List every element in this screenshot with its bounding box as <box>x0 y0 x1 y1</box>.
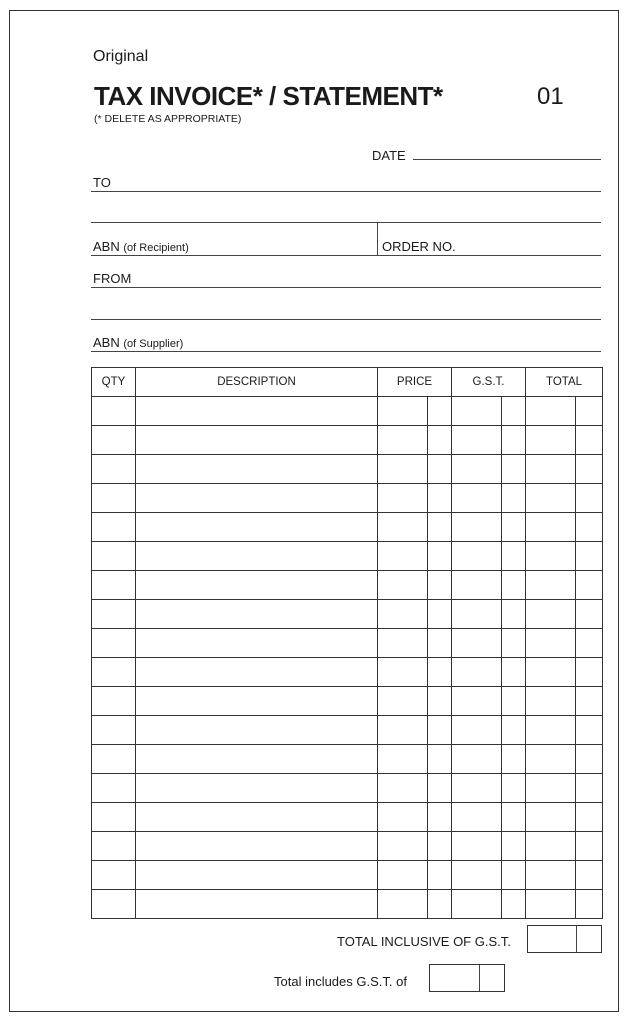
qty-cell[interactable] <box>92 832 136 861</box>
total-inclusive-label: TOTAL INCLUSIVE OF G.S.T. <box>337 934 511 949</box>
price-dollars-cell[interactable] <box>378 687 428 716</box>
total-dollars-cell[interactable] <box>526 658 576 687</box>
table-row <box>92 629 603 658</box>
price-cents-cell[interactable] <box>428 600 452 629</box>
form-title: TAX INVOICE* / STATEMENT* <box>94 81 443 111</box>
total-dollars-cell[interactable] <box>526 774 576 803</box>
table-row <box>92 397 603 426</box>
price-cents-cell[interactable] <box>428 658 452 687</box>
price-cents-cell[interactable] <box>428 571 452 600</box>
price-dollars-cell[interactable] <box>378 832 428 861</box>
price-cents-cell[interactable] <box>428 484 452 513</box>
total-dollars-cell[interactable] <box>526 397 576 426</box>
table-row <box>92 426 603 455</box>
price-cents-cell[interactable] <box>428 513 452 542</box>
qty-cell[interactable] <box>92 600 136 629</box>
description-cell[interactable] <box>136 745 378 774</box>
gst-dollars-cell[interactable] <box>452 658 502 687</box>
total-dollars-cell[interactable] <box>526 861 576 890</box>
price-cents-cell[interactable] <box>428 803 452 832</box>
qty-cell[interactable] <box>92 716 136 745</box>
price-dollars-cell[interactable] <box>378 397 428 426</box>
total-cents-cell[interactable] <box>576 832 603 861</box>
price-dollars-cell[interactable] <box>378 571 428 600</box>
price-dollars-cell[interactable] <box>378 658 428 687</box>
from-field-line-2[interactable] <box>91 319 601 320</box>
description-cell[interactable] <box>136 397 378 426</box>
table-row <box>92 716 603 745</box>
total-cents-cell[interactable] <box>576 571 603 600</box>
price-dollars-cell[interactable] <box>378 890 428 919</box>
invoice-sheet <box>9 10 619 1012</box>
gst-dollars-cell[interactable] <box>452 890 502 919</box>
total-cents-cell[interactable] <box>576 803 603 832</box>
table-row <box>92 774 603 803</box>
total-cents-cell[interactable] <box>576 542 603 571</box>
qty-cell[interactable] <box>92 455 136 484</box>
description-cell[interactable] <box>136 513 378 542</box>
table-row <box>92 484 603 513</box>
qty-header: QTY <box>92 368 136 397</box>
description-header: DESCRIPTION <box>136 368 378 397</box>
qty-cell[interactable] <box>92 571 136 600</box>
gst-cents-cell[interactable] <box>502 513 526 542</box>
price-dollars-cell[interactable] <box>378 861 428 890</box>
total-dollars-cell[interactable] <box>526 571 576 600</box>
table-row <box>92 513 603 542</box>
description-cell[interactable] <box>136 542 378 571</box>
gst-included-cents-divider <box>479 965 480 991</box>
table-row <box>92 832 603 861</box>
description-cell[interactable] <box>136 890 378 919</box>
description-cell[interactable] <box>136 716 378 745</box>
gst-cents-cell[interactable] <box>502 397 526 426</box>
qty-cell[interactable] <box>92 687 136 716</box>
qty-cell[interactable] <box>92 890 136 919</box>
total-cents-cell[interactable] <box>576 484 603 513</box>
from-label: FROM <box>93 271 132 286</box>
total-header: TOTAL <box>526 368 603 397</box>
table-row <box>92 455 603 484</box>
total-dollars-cell[interactable] <box>526 890 576 919</box>
copy-label: Original <box>93 48 149 65</box>
qty-cell[interactable] <box>92 542 136 571</box>
description-cell[interactable] <box>136 861 378 890</box>
total-cents-cell[interactable] <box>576 716 603 745</box>
gst-included-box[interactable] <box>429 964 505 992</box>
total-inclusive-cents-divider <box>576 926 577 952</box>
form-subtitle: (* DELETE AS APPROPRIATE) <box>94 113 242 125</box>
price-cents-cell[interactable] <box>428 397 452 426</box>
table-row <box>92 803 603 832</box>
price-dollars-cell[interactable] <box>378 716 428 745</box>
gst-cents-cell[interactable] <box>502 774 526 803</box>
gst-cents-cell[interactable] <box>502 629 526 658</box>
total-cents-cell[interactable] <box>576 861 603 890</box>
gst-included-label: Total includes G.S.T. of <box>274 974 407 989</box>
description-cell[interactable] <box>136 571 378 600</box>
total-dollars-cell[interactable] <box>526 600 576 629</box>
description-cell[interactable] <box>136 687 378 716</box>
qty-cell[interactable] <box>92 397 136 426</box>
total-dollars-cell[interactable] <box>526 716 576 745</box>
total-dollars-cell[interactable] <box>526 426 576 455</box>
price-cents-cell[interactable] <box>428 861 452 890</box>
from-field[interactable] <box>91 287 601 288</box>
to-field[interactable] <box>91 191 601 192</box>
gst-dollars-cell[interactable] <box>452 861 502 890</box>
table-row <box>92 571 603 600</box>
total-dollars-cell[interactable] <box>526 513 576 542</box>
price-cents-cell[interactable] <box>428 455 452 484</box>
price-cents-cell[interactable] <box>428 774 452 803</box>
price-dollars-cell[interactable] <box>378 629 428 658</box>
table-row <box>92 658 603 687</box>
qty-cell[interactable] <box>92 484 136 513</box>
price-dollars-cell[interactable] <box>378 542 428 571</box>
gst-dollars-cell[interactable] <box>452 571 502 600</box>
gst-cents-cell[interactable] <box>502 658 526 687</box>
price-cents-cell[interactable] <box>428 687 452 716</box>
gst-cents-cell[interactable] <box>502 426 526 455</box>
price-dollars-cell[interactable] <box>378 426 428 455</box>
gst-dollars-cell[interactable] <box>452 426 502 455</box>
gst-cents-cell[interactable] <box>502 484 526 513</box>
gst-dollars-cell[interactable] <box>452 774 502 803</box>
qty-cell[interactable] <box>92 774 136 803</box>
total-cents-cell[interactable] <box>576 774 603 803</box>
total-cents-cell[interactable] <box>576 426 603 455</box>
table-row <box>92 890 603 919</box>
gst-cents-cell[interactable] <box>502 687 526 716</box>
date-label: DATE <box>372 148 406 163</box>
abn-supplier-label: ABN (of Supplier) <box>93 335 184 350</box>
total-cents-cell[interactable] <box>576 658 603 687</box>
price-cents-cell[interactable] <box>428 716 452 745</box>
table-row <box>92 600 603 629</box>
gst-dollars-cell[interactable] <box>452 745 502 774</box>
price-dollars-cell[interactable] <box>378 600 428 629</box>
price-dollars-cell[interactable] <box>378 745 428 774</box>
price-cents-cell[interactable] <box>428 426 452 455</box>
description-cell[interactable] <box>136 803 378 832</box>
description-cell[interactable] <box>136 426 378 455</box>
gst-dollars-cell[interactable] <box>452 687 502 716</box>
abn-order-divider <box>377 222 378 255</box>
gst-cents-cell[interactable] <box>502 890 526 919</box>
description-cell[interactable] <box>136 832 378 861</box>
total-dollars-cell[interactable] <box>526 745 576 774</box>
gst-dollars-cell[interactable] <box>452 455 502 484</box>
total-cents-cell[interactable] <box>576 600 603 629</box>
abn-recipient-field[interactable] <box>91 255 601 256</box>
total-dollars-cell[interactable] <box>526 687 576 716</box>
gst-cents-cell[interactable] <box>502 861 526 890</box>
abn-recipient-label: ABN (of Recipient) <box>93 239 189 254</box>
items-table <box>91 367 603 919</box>
gst-cents-cell[interactable] <box>502 803 526 832</box>
price-header: PRICE <box>378 368 452 397</box>
gst-cents-cell[interactable] <box>502 542 526 571</box>
gst-cents-cell[interactable] <box>502 716 526 745</box>
price-dollars-cell[interactable] <box>378 484 428 513</box>
price-cents-cell[interactable] <box>428 629 452 658</box>
date-field[interactable] <box>413 159 601 160</box>
total-dollars-cell[interactable] <box>526 629 576 658</box>
gst-dollars-cell[interactable] <box>452 629 502 658</box>
table-row <box>92 687 603 716</box>
qty-cell[interactable] <box>92 629 136 658</box>
description-cell[interactable] <box>136 600 378 629</box>
table-row <box>92 745 603 774</box>
total-cents-cell[interactable] <box>576 687 603 716</box>
price-dollars-cell[interactable] <box>378 455 428 484</box>
table-row <box>92 542 603 571</box>
description-cell[interactable] <box>136 484 378 513</box>
description-cell[interactable] <box>136 629 378 658</box>
description-cell[interactable] <box>136 658 378 687</box>
order-no-label: ORDER NO. <box>382 239 456 254</box>
qty-cell[interactable] <box>92 513 136 542</box>
total-dollars-cell[interactable] <box>526 542 576 571</box>
gst-dollars-cell[interactable] <box>452 484 502 513</box>
table-row <box>92 861 603 890</box>
total-cents-cell[interactable] <box>576 513 603 542</box>
invoice-number: 01 <box>537 83 564 110</box>
total-dollars-cell[interactable] <box>526 832 576 861</box>
qty-cell[interactable] <box>92 745 136 774</box>
price-cents-cell[interactable] <box>428 745 452 774</box>
to-field-line-2[interactable] <box>91 222 601 223</box>
total-cents-cell[interactable] <box>576 745 603 774</box>
total-cents-cell[interactable] <box>576 397 603 426</box>
gst-dollars-cell[interactable] <box>452 803 502 832</box>
total-cents-cell[interactable] <box>576 890 603 919</box>
gst-cents-cell[interactable] <box>502 745 526 774</box>
qty-cell[interactable] <box>92 861 136 890</box>
price-cents-cell[interactable] <box>428 832 452 861</box>
gst-cents-cell[interactable] <box>502 600 526 629</box>
gst-dollars-cell[interactable] <box>452 832 502 861</box>
total-dollars-cell[interactable] <box>526 484 576 513</box>
price-cents-cell[interactable] <box>428 542 452 571</box>
gst-cents-cell[interactable] <box>502 571 526 600</box>
price-dollars-cell[interactable] <box>378 774 428 803</box>
total-cents-cell[interactable] <box>576 455 603 484</box>
price-cents-cell[interactable] <box>428 890 452 919</box>
price-dollars-cell[interactable] <box>378 513 428 542</box>
gst-dollars-cell[interactable] <box>452 542 502 571</box>
total-dollars-cell[interactable] <box>526 803 576 832</box>
gst-cents-cell[interactable] <box>502 832 526 861</box>
qty-cell[interactable] <box>92 426 136 455</box>
gst-dollars-cell[interactable] <box>452 513 502 542</box>
description-cell[interactable] <box>136 774 378 803</box>
gst-dollars-cell[interactable] <box>452 397 502 426</box>
gst-cents-cell[interactable] <box>502 455 526 484</box>
total-cents-cell[interactable] <box>576 629 603 658</box>
total-inclusive-box[interactable] <box>527 925 602 953</box>
gst-dollars-cell[interactable] <box>452 600 502 629</box>
gst-dollars-cell[interactable] <box>452 716 502 745</box>
price-dollars-cell[interactable] <box>378 803 428 832</box>
abn-supplier-field[interactable] <box>91 351 601 352</box>
description-cell[interactable] <box>136 455 378 484</box>
gst-header: G.S.T. <box>452 368 526 397</box>
total-dollars-cell[interactable] <box>526 455 576 484</box>
qty-cell[interactable] <box>92 803 136 832</box>
qty-cell[interactable] <box>92 658 136 687</box>
to-label: TO <box>93 175 111 190</box>
table-header-row <box>92 368 603 397</box>
